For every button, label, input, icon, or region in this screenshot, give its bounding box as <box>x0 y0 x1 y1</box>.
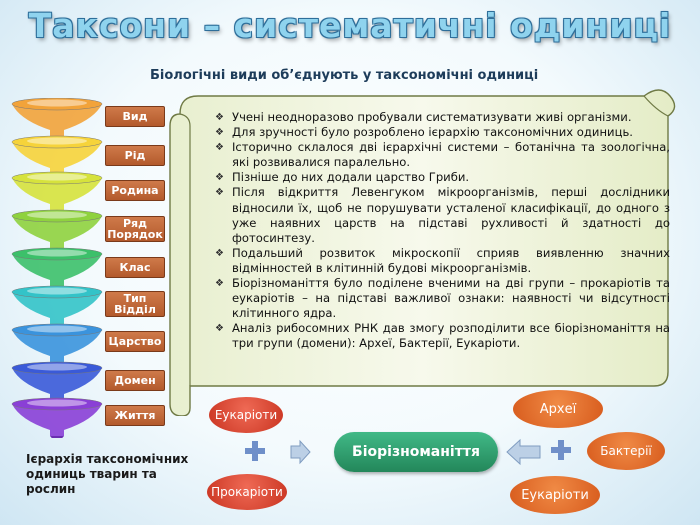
rank-typ-viddil: Тип Відділ <box>105 291 165 317</box>
rank-zhyttia: Життя <box>105 405 165 426</box>
node-archaea: Археї <box>513 390 603 428</box>
rank-rid: Рід <box>105 145 165 166</box>
arrow-right-icon <box>291 441 310 463</box>
node-eukaryotes-right: Еукаріоти <box>510 476 600 514</box>
tower-caption: Ієрархія таксономічних одиниць тварин та рослин <box>26 452 189 496</box>
list-item: ❖ Після відкриття Левенгуком мікроорганізмів, перші дослідники відносили їх, щоб не порушувати усталеної класифікації, до одного з уже наявних царств на підставі рухливості й здатності до фотосинтезу. <box>215 185 670 245</box>
node-bacteria: Бактерії <box>587 432 665 470</box>
list-item: ❖ Біорізноманіття було поділене вченими на дві групи – прокаріотів та еукаріотів – на підставі важливої ознаки: наявності чи відсутності клітинного ядра. <box>215 276 670 321</box>
list-item: ❖ Для зручності було розроблено ієрархію таксономічних одиниць. <box>215 125 670 140</box>
arrow-left-icon <box>507 440 540 464</box>
rank-rodyna: Родина <box>105 180 165 201</box>
plus-icon <box>551 440 571 460</box>
page-title: Таксони – систематичні одиниці <box>28 6 672 45</box>
list-item: ❖ Аналіз рибосомних РНК дав змогу розподілити все біорізноманіття на три групи (домени): Археї, Бактерії, Еукаріоти. <box>215 321 670 351</box>
rank-klas: Клас <box>105 257 165 278</box>
list-item: ❖ Подальший розвиток мікроскопії сприяв виявленню значних відмінностей в клітинній будові мікроорганізмів. <box>215 246 670 276</box>
node-prokaryotes: Прокаріоти <box>207 474 287 510</box>
list-item: ❖ Учені неодноразово пробували систематизувати живі організми. <box>215 110 670 125</box>
rank-tsarstvo: Царство <box>105 331 165 352</box>
rank-riad-poriadok: Ряд Порядок <box>105 216 165 242</box>
node-biodiversity: Біорізноманіття <box>334 432 498 472</box>
node-eukaryotes-left: Еукаріоти <box>209 397 283 433</box>
rank-vyd: Вид <box>105 106 165 127</box>
plus-icon <box>245 441 265 461</box>
list-item: ❖ Історично склалося дві ієрархічні системи – ботанічна та зоологічна, які розвивалися паралельно. <box>215 140 670 170</box>
rank-domen: Домен <box>105 370 165 391</box>
list-item: ❖ Пізніше до них додали царство Гриби. <box>215 170 670 185</box>
subtitle: Біологічні види об’єднують у таксономічні одиниці <box>150 68 539 83</box>
